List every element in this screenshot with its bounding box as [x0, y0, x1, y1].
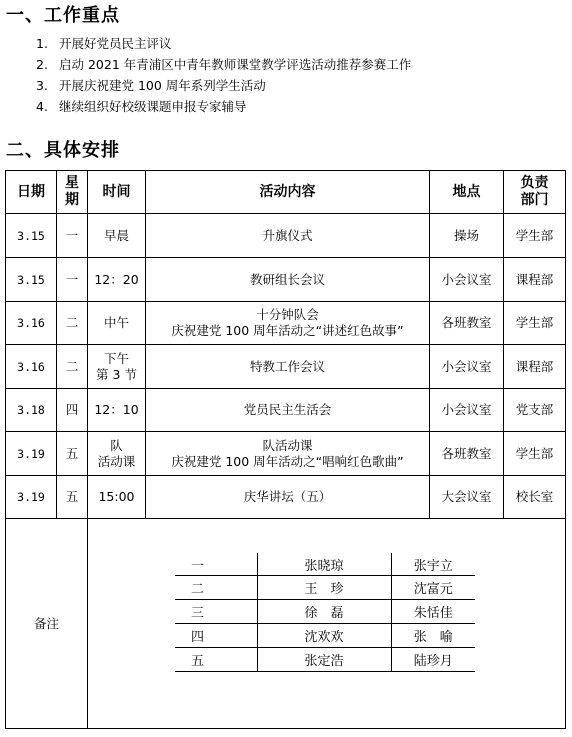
- header-date: 日期: [6, 171, 57, 214]
- list-item: [36, 54, 411, 75]
- cell-activity: 教研组长会议: [146, 258, 430, 302]
- table-row: [6, 214, 566, 258]
- table-row: [6, 389, 566, 432]
- cell-location: 操场: [430, 214, 504, 258]
- list-text: 开展庆祝建党 100 周年系列学生活动: [59, 78, 266, 93]
- section-2-heading: 二、具体安排: [6, 140, 120, 161]
- duty-row: [175, 624, 475, 648]
- cell-activity: 特教工作会议: [146, 345, 430, 389]
- duty-roster: [175, 553, 475, 672]
- cell-activity: 党员民主生活会: [146, 389, 430, 432]
- duty-person: 徐 磊: [257, 600, 391, 624]
- cell-weekday: 二: [57, 345, 88, 389]
- table-row: [6, 258, 566, 302]
- duty-person: 王 珍: [257, 576, 391, 600]
- duty-person: 沈欢欢: [257, 624, 391, 648]
- duty-person: 沈富元: [391, 576, 475, 600]
- cell-time: 早晨: [88, 214, 146, 258]
- remarks-label: 备注: [6, 519, 88, 729]
- cell-time: 12：20: [88, 258, 146, 302]
- list-text: 开展好党员民主评议: [59, 36, 172, 51]
- cell-time: 15:00: [88, 476, 146, 519]
- duty-day: 三: [175, 600, 257, 624]
- cell-location: 小会议室: [430, 258, 504, 302]
- header-location: 地点: [430, 171, 504, 214]
- cell-location: 小会议室: [430, 345, 504, 389]
- table-row: [6, 432, 566, 476]
- list-number: 4.: [36, 99, 48, 114]
- cell-location: 小会议室: [430, 389, 504, 432]
- cell-dept: 学生部: [504, 432, 566, 476]
- duty-row: [175, 648, 475, 672]
- cell-dept: 学生部: [504, 302, 566, 345]
- list-number: 2.: [36, 57, 48, 72]
- cell-date: 3.19: [6, 432, 57, 476]
- cell-date: 3.15: [6, 214, 57, 258]
- header-time: 时间: [88, 171, 146, 214]
- list-item: [36, 33, 411, 54]
- cell-weekday: 五: [57, 432, 88, 476]
- duty-person: 张定浩: [257, 648, 391, 672]
- duty-person: 张宇立: [391, 553, 475, 576]
- cell-weekday: 二: [57, 302, 88, 345]
- list-number: 1.: [36, 36, 48, 51]
- duty-day: 五: [175, 648, 257, 672]
- table-row: [6, 302, 566, 345]
- cell-date: 3.15: [6, 258, 57, 302]
- duty-day: 四: [175, 624, 257, 648]
- duty-person: 陆珍月: [391, 648, 475, 672]
- header-dept: 负责 部门: [504, 171, 566, 214]
- cell-date: 3.16: [6, 345, 57, 389]
- duty-person: 张晓琼: [257, 553, 391, 576]
- list-text: 继续组织好校级课题申报专家辅导: [59, 99, 247, 114]
- duty-day: 二: [175, 576, 257, 600]
- cell-location: 各班教室: [430, 302, 504, 345]
- cell-dept: 课程部: [504, 345, 566, 389]
- table-header-row: [6, 171, 566, 214]
- cell-activity: 队活动课 庆祝建党 100 周年活动之“唱响红色歌曲”: [146, 432, 430, 476]
- cell-activity: 庆华讲坛（五）: [146, 476, 430, 519]
- header-weekday: 星 期: [57, 171, 88, 214]
- cell-location: 各班教室: [430, 432, 504, 476]
- cell-time: 12：10: [88, 389, 146, 432]
- cell-location: 大会议室: [430, 476, 504, 519]
- cell-weekday: 五: [57, 476, 88, 519]
- list-number: 3.: [36, 78, 48, 93]
- cell-time: 队 活动课: [88, 432, 146, 476]
- focus-list: [36, 33, 411, 117]
- cell-dept: 课程部: [504, 258, 566, 302]
- cell-weekday: 一: [57, 214, 88, 258]
- list-item: [36, 96, 411, 117]
- cell-date: 3.16: [6, 302, 57, 345]
- header-activity: 活动内容: [146, 171, 430, 214]
- cell-date: 3.19: [6, 476, 57, 519]
- cell-weekday: 四: [57, 389, 88, 432]
- cell-weekday: 一: [57, 258, 88, 302]
- section-1-heading: 一、工作重点: [6, 5, 120, 26]
- cell-dept: 校长室: [504, 476, 566, 519]
- duty-person: 朱恬佳: [391, 600, 475, 624]
- duty-day: 一: [175, 553, 257, 576]
- cell-date: 3.18: [6, 389, 57, 432]
- list-item: [36, 75, 411, 96]
- cell-dept: 党支部: [504, 389, 566, 432]
- duty-row: [175, 576, 475, 600]
- cell-dept: 学生部: [504, 214, 566, 258]
- cell-time: 中午: [88, 302, 146, 345]
- cell-activity: 十分钟队会 庆祝建党 100 周年活动之“讲述红色故事”: [146, 302, 430, 345]
- table-row: [6, 345, 566, 389]
- duty-person: 张 喻: [391, 624, 475, 648]
- cell-activity: 升旗仪式: [146, 214, 430, 258]
- duty-row: [175, 600, 475, 624]
- list-text: 启动 2021 年青浦区中青年教师课堂教学评选活动推荐参赛工作: [59, 57, 412, 72]
- duty-row: [175, 553, 475, 576]
- table-row: [6, 476, 566, 519]
- cell-time: 下午 第 3 节: [88, 345, 146, 389]
